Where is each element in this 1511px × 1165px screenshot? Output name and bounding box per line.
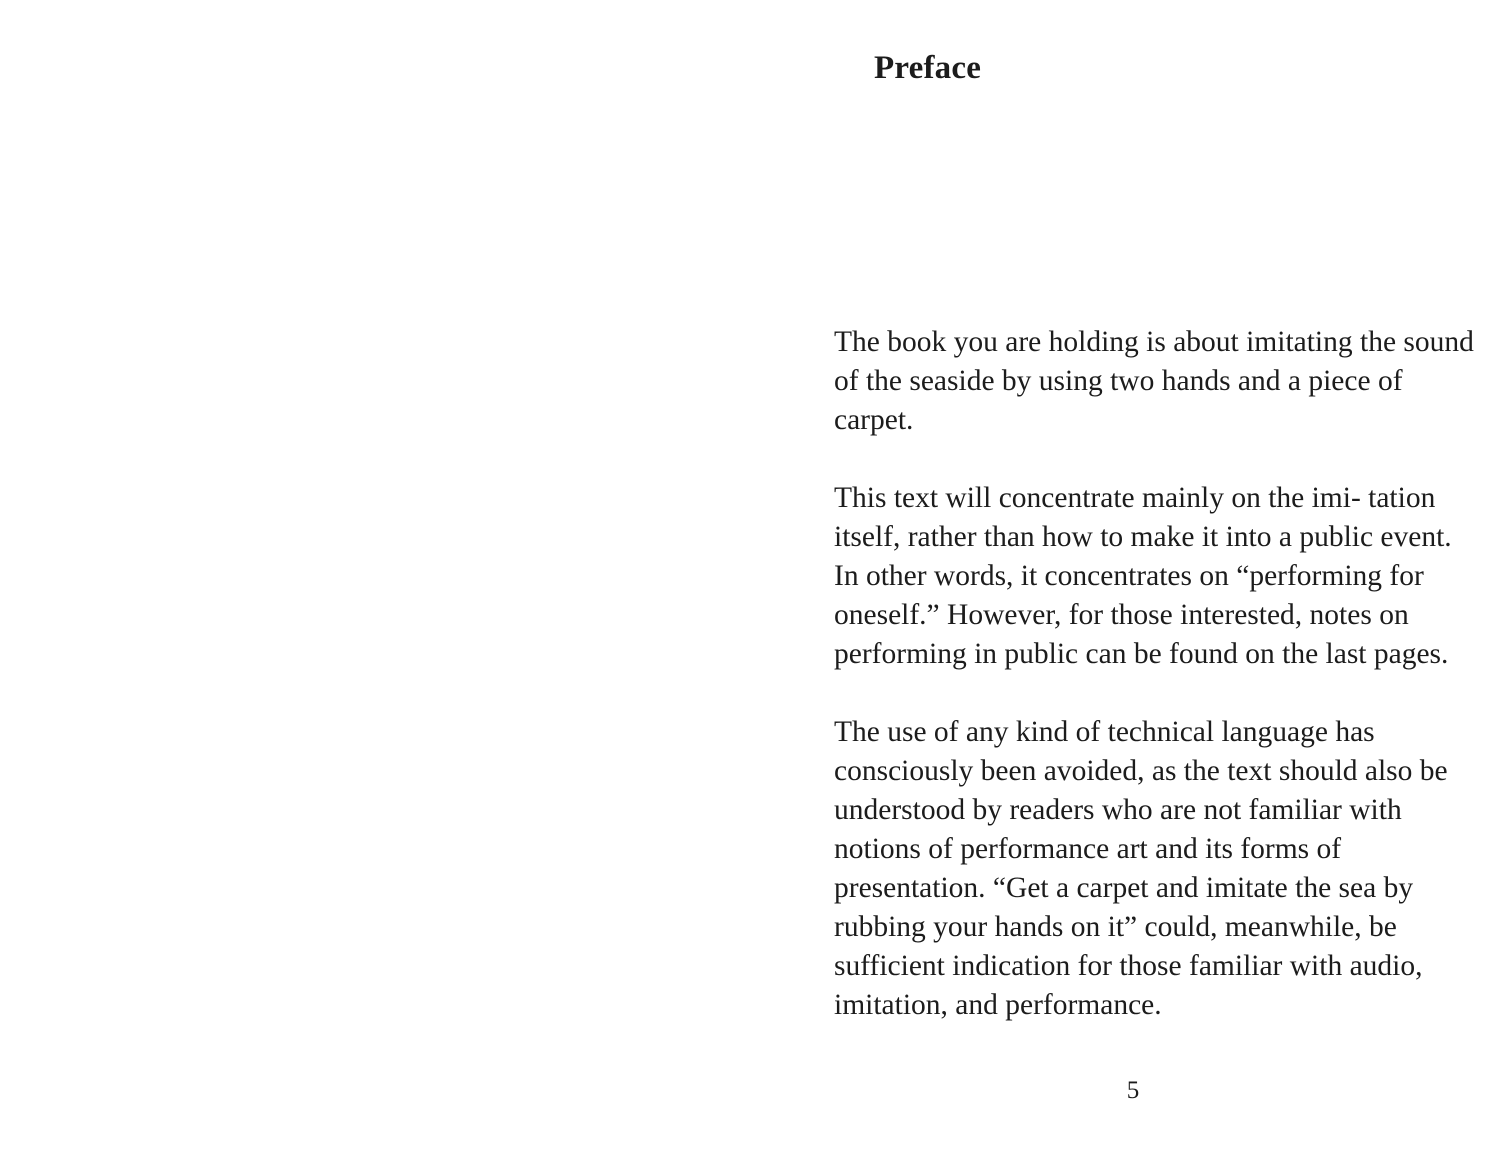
paragraph-2: This text will concentrate mainly on the imi- tation itself, rather than how to make it into a public event. In other words, it concentrates on “performing for oneself.” However, for those interested, notes on performing in public can be found on the last pages. [834, 482, 1452, 670]
right-page [755, 0, 1511, 1165]
page-title: Preface [874, 50, 982, 86]
page-number: 5 [1126, 1077, 1140, 1104]
paragraph-3: The use of any kind of technical language has consciously been avoided, as the text should also be understood by readers who are not familiar with notions of performance art and its forms of presentation. “Get a carpet and imitate the sea by rubbing your hands on it” could, meanwhile, be sufficient indication for those familiar with audio, imitation, and performance. [834, 716, 1448, 1021]
left-page-blank [0, 0, 755, 1165]
paragraph-1: The book you are holding is about imitating the sound of the seaside by using two hands and a piece of carpet. [834, 326, 1474, 436]
body-text [834, 323, 1474, 1064]
